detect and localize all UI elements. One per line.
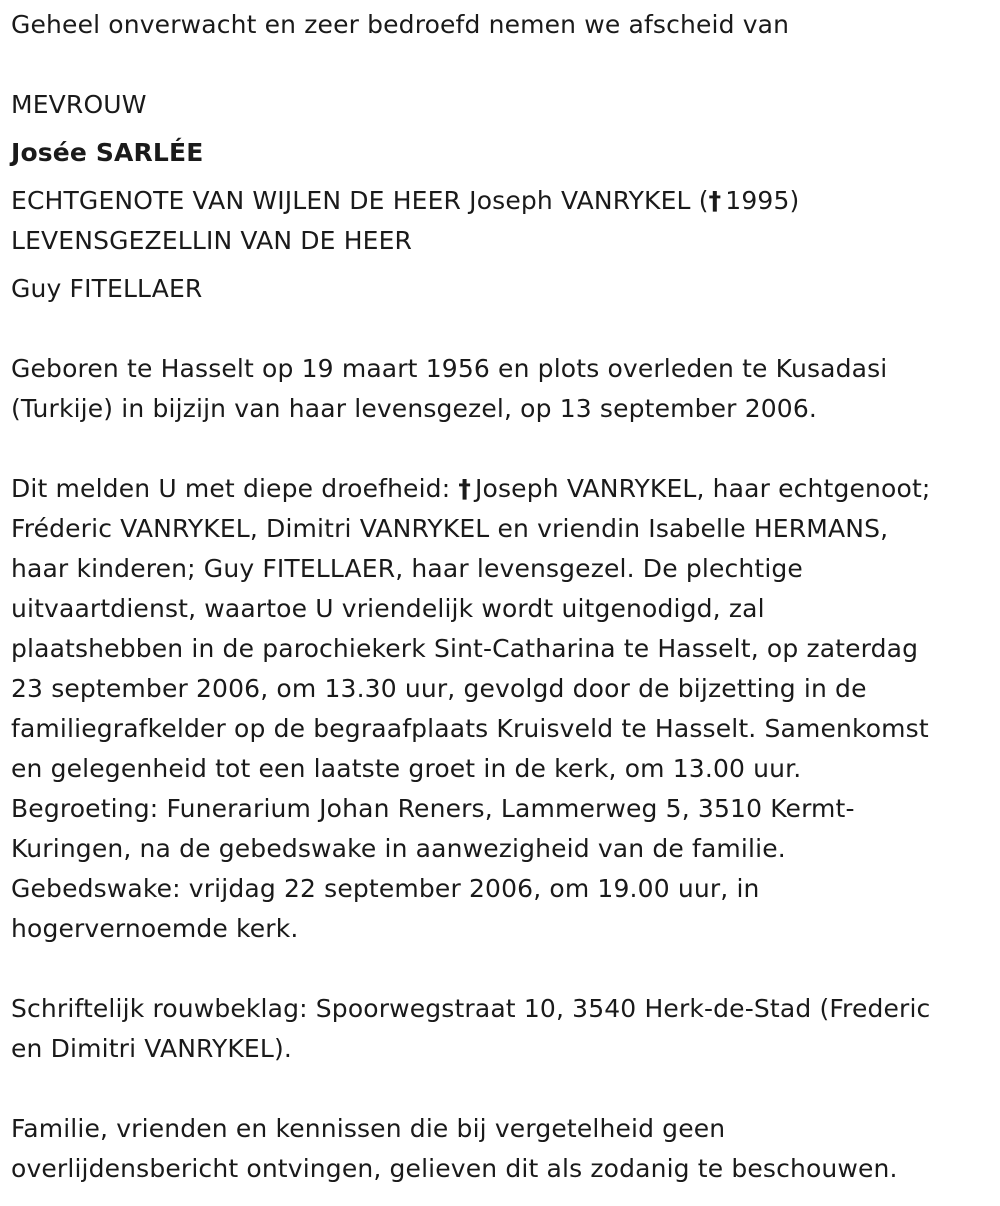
cross-icon: † <box>708 186 722 215</box>
announcement-line: Begroeting: Funerarium Johan Reners, Lammerweg 5, 3510 Kermt- <box>11 794 855 823</box>
deceased-name: Josée SARLÉE <box>11 138 204 167</box>
announcement-line: plaatshebben in de parochiekerk Sint-Catharina te Hasselt, op zaterdag <box>11 634 919 663</box>
spouse-line <box>11 186 799 216</box>
honorific-title: MEVROUW <box>11 90 147 119</box>
intro-line: Geheel onverwacht en zeer bedroefd nemen we afscheid van <box>11 10 790 39</box>
announcement-line: Gebedswake: vrijdag 22 september 2006, om 19.00 uur, in <box>11 874 760 903</box>
announcement-line: Kuringen, na de gebedswake in aanwezigheid van de familie. <box>11 834 786 863</box>
announcement-line: uitvaartdienst, waartoe U vriendelijk wordt uitgenodigd, zal <box>11 594 765 623</box>
announcement-line: en gelegenheid tot een laatste groet in de kerk, om 13.00 uur. <box>11 754 802 783</box>
announcement-line: haar kinderen; Guy FITELLAER, haar levensgezel. De plechtige <box>11 554 803 583</box>
spouse-line-prefix: ECHTGENOTE VAN WIJLEN DE HEER Joseph VANRYKEL ( <box>11 186 709 215</box>
condolence-line-2: en Dimitri VANRYKEL). <box>11 1034 292 1063</box>
birth-line-1: Geboren te Hasselt op 19 maart 1956 en plots overleden te Kusadasi <box>11 354 888 383</box>
announcement-line: 23 september 2006, om 13.30 uur, gevolgd door de bijzetting in de <box>11 674 867 703</box>
condolence-line-1: Schriftelijk rouwbeklag: Spoorwegstraat 10, 3540 Herk-de-Stad (Frederic <box>11 994 931 1023</box>
announcement-first-rest: Joseph VANRYKEL, haar echtgenoot; <box>475 474 931 503</box>
closing-line-2: overlijdensbericht ontvingen, gelieven dit als zodanig te beschouwen. <box>11 1154 898 1183</box>
partner-name: Guy FITELLAER <box>11 274 203 303</box>
announcement-line-1 <box>11 474 930 504</box>
partner-line: LEVENSGEZELLIN VAN DE HEER <box>11 226 413 255</box>
birth-line-2: (Turkije) in bijzijn van haar levensgezel, op 13 september 2006. <box>11 394 818 423</box>
announcement-line: Fréderic VANRYKEL, Dimitri VANRYKEL en vriendin Isabelle HERMANS, <box>11 514 889 543</box>
announcement-line: hogervernoemde kerk. <box>11 914 299 943</box>
announcement-prefix: Dit melden U met diepe droefheid: <box>11 474 459 503</box>
announcement-line: familiegrafkelder op de begraafplaats Kruisveld te Hasselt. Samenkomst <box>11 714 929 743</box>
closing-line-1: Familie, vrienden en kennissen die bij vergetelheid geen <box>11 1114 726 1143</box>
cross-icon: † <box>458 474 472 503</box>
spouse-line-year: 1995) <box>725 186 800 215</box>
